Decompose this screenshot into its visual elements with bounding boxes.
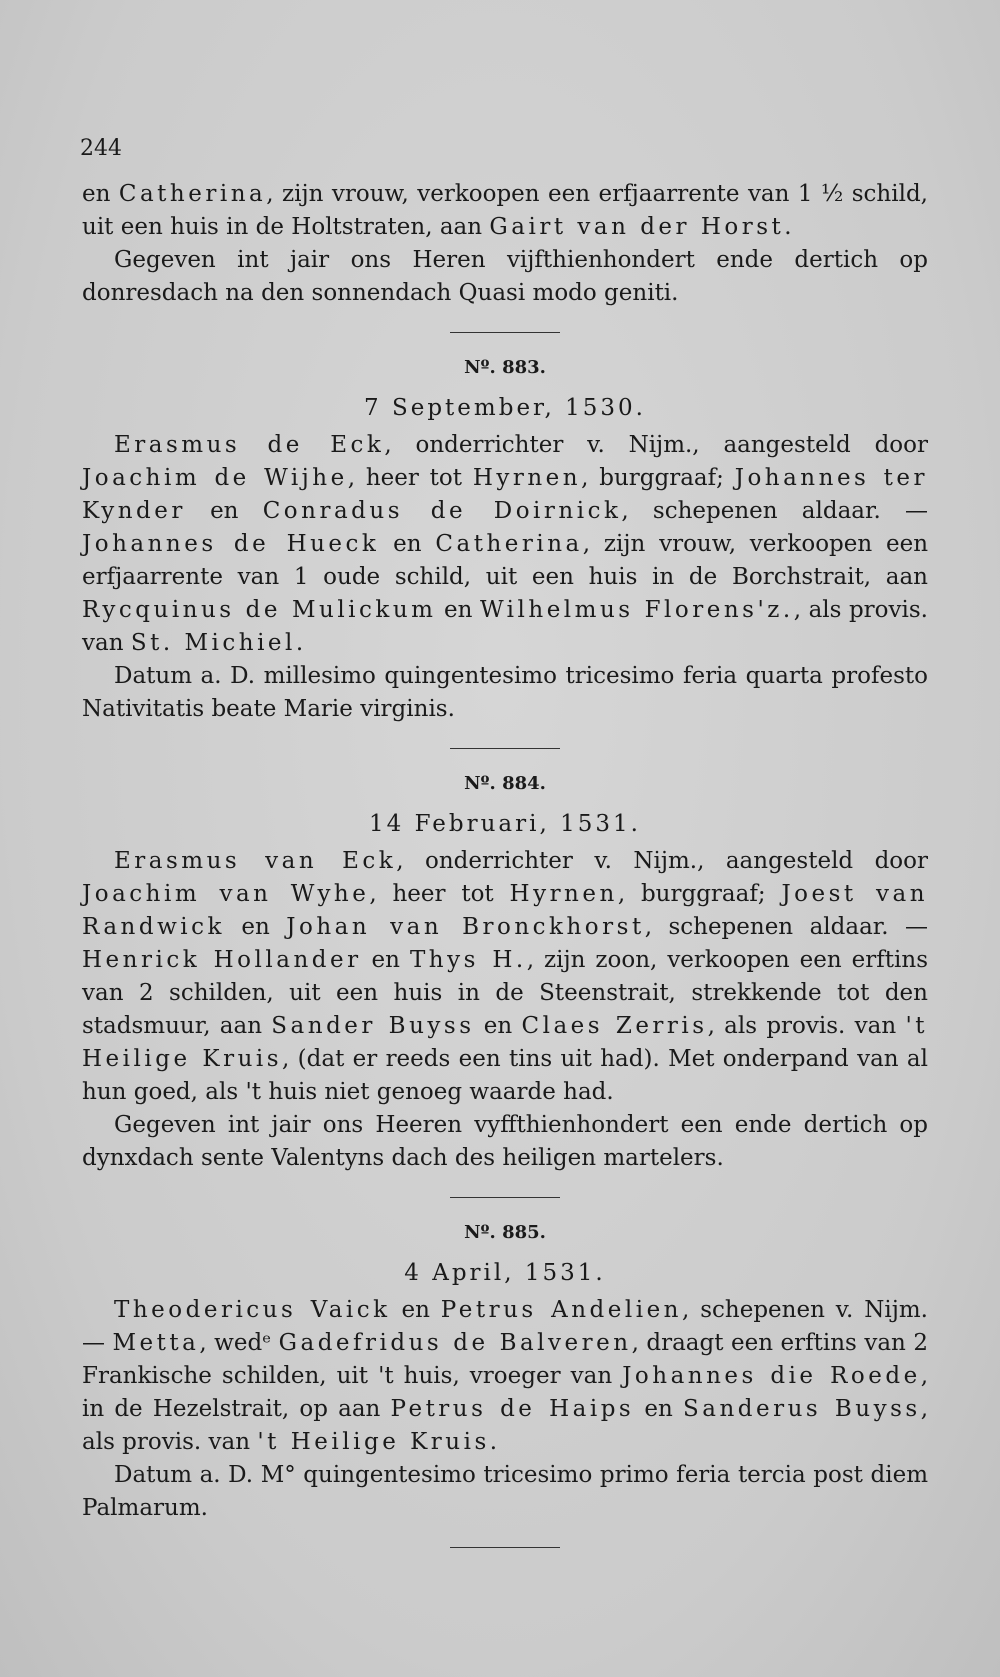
- spaced-name: 't Heilige Kruis: [82, 1013, 929, 1072]
- spaced-name: Catherina: [435, 531, 583, 557]
- entry-date: 14 Februari, 1531.: [369, 811, 641, 837]
- entry-text: [82, 845, 928, 1109]
- entry-884: [82, 767, 928, 1175]
- intro-dating-paragraph: Gegeven int jair ons Heren vijfthienhondert ende dertich op donresdach na den sonnendach Quasi modo geniti.: [82, 247, 928, 306]
- text-segment: , als provis. van: [82, 1396, 928, 1455]
- spaced-name: Petrus de Haips: [390, 1396, 635, 1422]
- spaced-name: Rycquinus de Mulickum: [82, 597, 437, 623]
- spaced-name: Joachim de Wijhe: [82, 465, 348, 491]
- entry-number: Nº. 884.: [464, 773, 546, 794]
- text-segment: en: [82, 181, 119, 207]
- spaced-name: Joachim van Wyhe: [82, 881, 370, 907]
- spaced-name: Johannes de Hueck: [82, 531, 380, 557]
- spaced-name: Johan van Bronckhorst: [286, 914, 645, 940]
- text-segment: , burggraaf;: [617, 881, 782, 907]
- text-segment: , zijn vrouw, verkoopen een erfjaarrente van 1 ½ schild, uit een huis in de Holtstraten, aan: [82, 181, 928, 240]
- page-number: 244: [80, 136, 122, 161]
- text-segment: , schepenen aldaar. —: [621, 498, 929, 524]
- entry-text: [82, 1294, 928, 1459]
- spaced-name: 't Heilige Kruis: [257, 1429, 490, 1455]
- text-segment: en: [361, 947, 410, 973]
- text-segment: , als provis. van: [82, 597, 928, 656]
- spaced-name: Wilhelmus Florens'z.: [479, 597, 794, 623]
- section-divider: [450, 1197, 560, 1198]
- text-segment: , in de Hezelstrait, op aan: [82, 1363, 929, 1422]
- spaced-name: Erasmus van Eck: [114, 848, 397, 874]
- spaced-name: Thys H.: [409, 947, 527, 973]
- spaced-name: Hyrnen: [472, 465, 582, 491]
- text-segment: , onderrichter v. Nijm., aangesteld door: [384, 432, 928, 458]
- spaced-name: Theodericus Vaick: [114, 1297, 391, 1323]
- spaced-name: Joest van Randwick: [82, 881, 929, 940]
- text-segment: en: [436, 597, 480, 623]
- entry-883: [82, 351, 928, 726]
- text-segment: .: [295, 630, 304, 656]
- spaced-name: Erasmus de Eck: [114, 432, 385, 458]
- text-segment: .: [784, 214, 792, 240]
- spaced-name: Claes Zerris: [521, 1013, 708, 1039]
- spaced-name: Johannes ter Kynder: [82, 465, 929, 524]
- entry-dating: Datum a. D. M° quingentesimo tricesimo primo feria tercia post diem Palmarum.: [82, 1462, 928, 1521]
- text-segment: , zijn zoon, verkoopen een erftins van 2 schilden, uit een huis in de Steenstrait, strekkende tot den stadsmuur, aan: [82, 947, 928, 1039]
- section-divider: [450, 748, 560, 749]
- text-segment: , onderrichter v. Nijm., aangesteld door: [396, 848, 928, 874]
- spaced-name: Henrick Hollander: [82, 947, 362, 973]
- spaced-name: Hyrnen: [509, 881, 618, 907]
- page-content: [82, 178, 928, 1566]
- section-divider: [450, 332, 560, 333]
- entry-dating: Datum a. D. millesimo quingentesimo tricesimo feria quarta profesto Nativitatis beate Marie virginis.: [82, 663, 928, 722]
- intro-paragraph: [82, 178, 928, 244]
- text-segment: en: [224, 914, 287, 940]
- spaced-name: Conradus de Doirnick: [262, 498, 622, 524]
- spaced-name: Metta: [112, 1330, 200, 1356]
- text-segment: , zijn vrouw, verkoopen een erfjaarrente van 1 oude schild, uit een huis in de Borchstrait, aan: [82, 531, 929, 590]
- entry-date: 4 April, 1531.: [404, 1260, 606, 1286]
- text-segment: , schepenen v. Nijm. —: [82, 1297, 928, 1356]
- spaced-name: Gairt van der Horst: [489, 214, 785, 240]
- text-segment: en: [634, 1396, 683, 1422]
- spaced-name: Catherina: [118, 181, 267, 207]
- spaced-name: Gadefridus de Balveren: [278, 1330, 632, 1356]
- spaced-name: St. Michiel: [130, 630, 296, 656]
- text-segment: , (dat er reeds een tins uit had). Met onderpand van al hun goed, als 't huis niet genoeg waarde had.: [82, 1046, 928, 1105]
- text-segment: en: [185, 498, 263, 524]
- spaced-name: Sanderus Buyss: [682, 1396, 921, 1422]
- entry-number: Nº. 883.: [464, 357, 546, 378]
- text-segment: en: [474, 1013, 522, 1039]
- spaced-name: Johannes die Roede: [622, 1363, 921, 1389]
- text-segment: , heer tot: [347, 465, 473, 491]
- entry-885: [82, 1216, 928, 1525]
- spaced-name: Sander Buyss: [271, 1013, 475, 1039]
- text-segment: .: [489, 1429, 498, 1455]
- text-segment: , schepenen aldaar. —: [644, 914, 929, 940]
- entry-date: 7 September, 1530.: [364, 395, 646, 421]
- text-segment: , heer tot: [369, 881, 510, 907]
- entry-number: Nº. 885.: [464, 1222, 546, 1243]
- text-segment: , als provis. van: [707, 1013, 906, 1039]
- spaced-name: Petrus Andelien: [440, 1297, 682, 1323]
- text-segment: en: [379, 531, 436, 557]
- text-segment: , draagt een erftins van 2 Frankische schilden, uit 't huis, vroeger van: [82, 1330, 928, 1389]
- entry-dating: Gegeven int jair ons Heeren vyffthienhondert een ende dertich op dynxdach sente Valentyns dach des heiligen martelers.: [82, 1112, 928, 1171]
- text-segment: en: [390, 1297, 441, 1323]
- text-segment: , burggraaf;: [581, 465, 735, 491]
- section-divider: [450, 1547, 560, 1548]
- entry-text: [82, 429, 928, 660]
- text-segment: , wedᵉ: [199, 1330, 279, 1356]
